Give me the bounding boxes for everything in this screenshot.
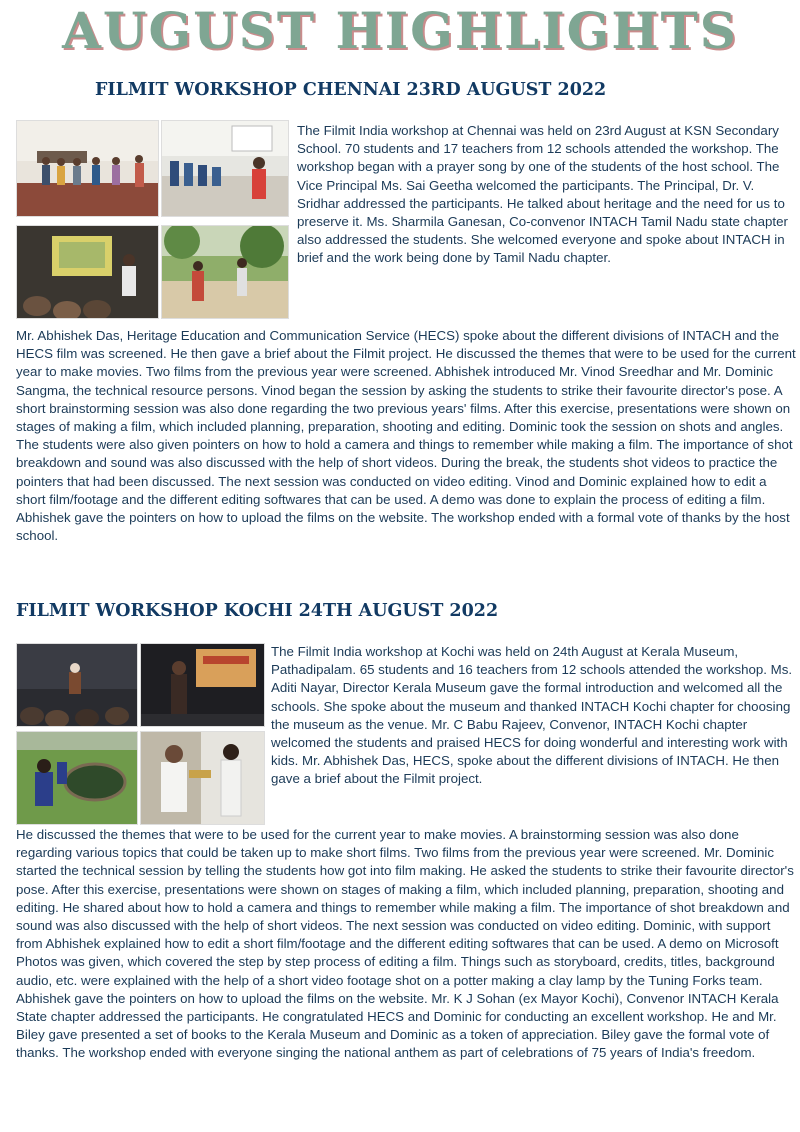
section-heading-kochi: FILMIT WORKSHOP KOCHI 24TH AUGUST 2022: [16, 601, 499, 621]
photo-chennai-stage: [16, 120, 159, 217]
photo-kochi-lawn: [16, 731, 138, 825]
photo-kochi-presentation: [140, 731, 265, 825]
photo-chennai-outdoor: [161, 225, 289, 319]
page-title: AUGUST HIGHLIGHTS: [62, 1, 738, 60]
section-heading-chennai: FILMIT WORKSHOP CHENNAI 23RD AUGUST 2022: [95, 80, 607, 100]
kochi-intro-text: The Filmit India workshop at Kochi was held on 24th August at Kerala Museum, Pathadipalam. 65 students and 16 teachers from 12 schools attended the workshop. Ms. Aditi Nayar, Director Kerala Museum gave the formal introduction and welcomed all the schools. She spoke about the museum and thanked INTACH Kochi chapter for choosing the museum as the venue. Mr. C Babu Rajeev, Convenor, INTACH Kochi chapter welcomed the students and praised HECS for doing wonderful and interesting work with kids. Mr. Abhishek Das, HECS, spoke about the different divisions of INTACH. He then gave a brief about the Filmit project.: [271, 644, 793, 787]
photo-chennai-students: [161, 120, 289, 217]
chennai-body-text: Mr. Abhishek Das, Heritage Education and Communication Service (HECS) spoke about the different divisions of INTACH and the HECS film was screened. He then gave a brief about the Filmit project. He discussed the themes that were to be used for the current year to make movies. Two films from the previous year were screened. Abhishek introduced Mr. Vinod Sreedhar and Mr. Dominic Sangma, the technical resource persons. Vinod began the session by asking the students to strike their favourite director's pose. A short brainstorming session was also done regarding the two previous years' films. After this exercise, presentations were shown on stages of making a film, which included planning, preparation, shooting and editing. Dominic took the session on shots and angles. The students were also given pointers on how to hold a camera and things to remember while making a film. The importance of shot breakdown and sound was also discussed with the help of short videos. During the break, the students shot videos to practice the pointers that had been discussed. The next session was conducted on video editing. Vinod and Dominic explained how to edit a short film/footage and the different editing softwares that can be used. A demo was done to explain the process of editing a film. Abhishek gave the pointers on how to upload the films on the website. The workshop ended with a formal vote of thanks by the host school.: [16, 328, 796, 544]
photo-chennai-presentation: [16, 225, 159, 319]
photo-kochi-speaker: [140, 643, 265, 727]
photo-kochi-auditorium: [16, 643, 138, 727]
kochi-body-text: He discussed the themes that were to be used for the current year to make movies. A brainstorming session was also done regarding various topics that could be taken up to make short films. Two films from the previous year were screened. Mr. Dominic started the technical session by telling the students how got into film making. He asked the students to strike their favourite director's pose. After this exercise, presentations were shown on stages of making a film, which included planning, preparation, shooting and editing. He shared about how to hold a camera and things to remember while making a film. The importance of shot breakdown and sound was also discussed with the help of short videos. The next session was conducted on video editing. Dominic, with support from Abhishek explained how to edit a short film/footage and the different editing softwares that can be used. A demo on Microsoft Photos was given, which covered the step by step process of editing a film. Things such as storyboard, credits, titles, background audio, etc. were explained with the help of a short video footage shot on a potter making a clay lamp by the Tuning Forks team. Abhishek gave the pointers on how to upload the films on the website. Mr. K J Sohan (ex Mayor Kochi), Convenor INTACH Kerala State chapter addressed the participants. He congratulated HECS and Dominic for conducting an excellent workshop. He and Mr. Biley gave presented a set of books to the Kerala Museum and Dominic as a token of appreciation. Biley gave the formal vote of thanks. The workshop ended with everyone singing the national anthem as part of celebrations of 75 years of India's freedom.: [16, 827, 794, 1061]
chennai-intro-text: The Filmit India workshop at Chennai was held on 23rd August at KSN Secondary School. 70 students and 17 teachers from 12 schools attended the workshop. The workshop began with a prayer song by one of the students of the host school. The Vice Principal Ms. Sai Geetha welcomed the participants. The Principal, Dr. V. Sridhar addressed the participants. He talked about heritage and the need for us to preserve it. Ms. Sharmila Ganesan, Co-convenor INTACH Tamil Nadu state chapter also addressed the students. She welcomed everyone and spoke about INTACH in brief and the work being done by Tamil Nadu chapter.: [297, 123, 788, 266]
